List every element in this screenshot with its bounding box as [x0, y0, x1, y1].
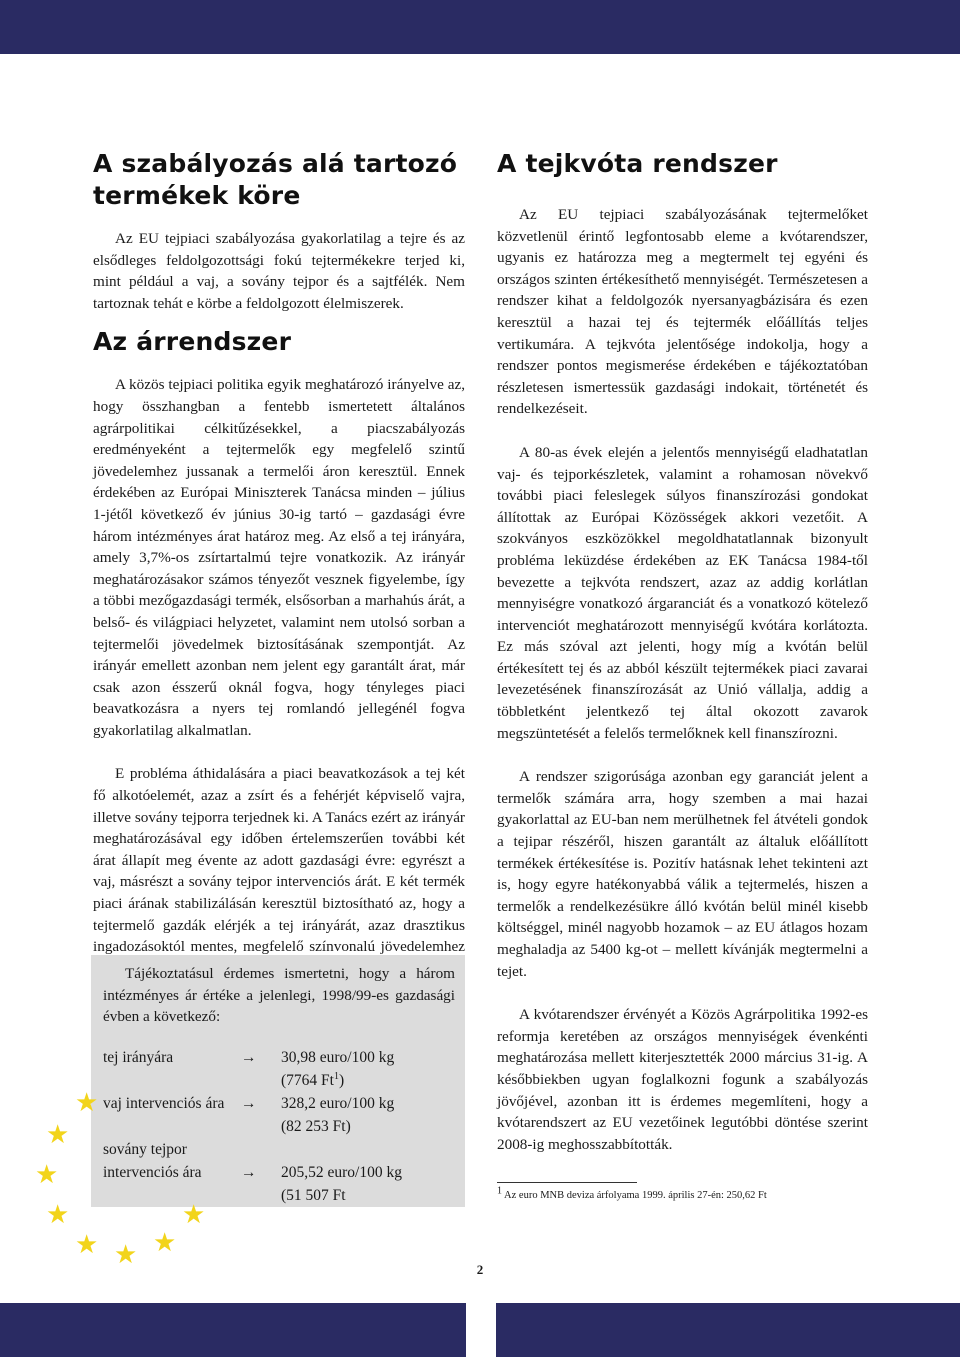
price-value: 30,98 euro/100 kg — [281, 1048, 395, 1066]
arrow-right-icon: → — [241, 1048, 257, 1066]
quota-paragraph-3: A rendszer szigorúsága azonban egy garanciát jelent a termelők számára arra, hogy szemben a mai hazai gyakorlattal az EU-ban nem merülhetnek fel átvételi gondok a tejipar részéről, hiszen garantált az általuk előállított termékek értékesítése is. Pozitív hatásnak lehet tekinteni azt is, hogy egyre hatékonyabbá válik a tejtermelés, hiszen a termelők a rendelkezésükre álló kvótán belül minél kisebb költséggel, minél nagyobb hozamok – az EU átlagos hozam meghaladja az 5400 kg-ot – mellett kívánják megtermelni a tejet. — [497, 768, 868, 980]
bottom-band-gap — [466, 1303, 496, 1357]
footnote — [497, 1185, 868, 1203]
price-label: sovány tejpor — [103, 1140, 187, 1158]
price-label-cont: intervenciós ára — [103, 1163, 202, 1181]
star-icon: ★ — [46, 1200, 70, 1230]
price-label: vaj intervenciós ára — [103, 1094, 225, 1112]
price-huf-butter: (82 253 Ft) — [281, 1117, 351, 1135]
arrow-right-icon: → — [241, 1163, 257, 1181]
star-icon: ★ — [114, 1240, 138, 1270]
page-number: 2 — [476, 1262, 484, 1277]
price-huf-milk: (7764 Ft$^1$) — [281, 1070, 345, 1089]
section-title-products: A szabályozás alá tartozó termékek köre — [93, 149, 458, 210]
products-paragraph: Az EU tejpiaci szabályozása gyakorlatilag a tejre és az elsődleges feldolgozottsági fokú tejtermékekre terjed ki, mint például a vaj, a sovány tejpor és a sajtfélék. Nem tartoznak tehát e körbe a feldolgozott élelmiszerek. — [93, 230, 465, 312]
star-icon: ★ — [182, 1200, 206, 1230]
footnote-mark: 1 — [497, 1185, 502, 1197]
quota-paragraph-1: Az EU tejpiaci szabályozásának tejtermelőket közvetlenül érintő legfontosabb eleme a kvótarendszer, ugyanis ez határozza meg a megtermelt tej egyéni és országos szinten értékesíthető mennyiségét. Természetesen a rendszer kihat a feldolgozók nyersanyagbázisára és ezen keresztül a hazai tej és tejtermék előállítás teljes vertikumára. A tejkvóta jelentősége indokolja, hogy a rendszer pontos megismerése érdekében e tájékoztatóban részletesen ismertessük gazdasági indokait, történetét és rendelkezéseit. — [497, 206, 868, 418]
price-huf-powder: (51 507 Ft — [281, 1186, 346, 1204]
pricing-paragraph-1: A közös tejpiaci politika egyik meghatározó irányelve az, hogy összhangban a fentebb ismertetett általános agrárpolitikai célkitűzésekkel, a piacszabályozás eredményeként a tejtermelők egy megfelelő szintű jövedelemhez jussanak a termelői áron keresztül. Ennek érdekében az Európai Miniszterek Tanácsa minden – július 1-jétől következő év június 30-ig tartó – gazdasági évre három intézményes árat határoz meg. Az első a tej irányára, amely 3,7%-os zsírtartalmú tejre vonatkozik. Az irányár meghatározásakor számos tényezőt vesznek figyelembe, így a többi mezőgazdasági termék, elsősorban a marhahús árát, a belső- és világpiaci helyzetet, valamint nem utolsó sorban a tejtermelői jövedelmek biztosításának szempontját. Az irányár emellett azonban nem jelent egy garantált árat, már csak azon ésszerű oknál fogva, hogy tényleges piaci beavatkozásra a nyers tej romlandó jellegénél fogva gyakorlatilag alkalmatlan. — [93, 376, 465, 739]
pricing-paragraph-2: E probléma áthidalására a piaci beavatkozások a tej két fő alkotóelemét, azaz a zsírt és a fehérjét képviselő vajra, illetve sovány tejporra terjednek ki. A Tanács ezért az irányár meghatározásával egy időben értelemszerűen további két árat állapít meg évente az adott gazdasági évre: egyrészt a vaj, másrészt a sovány tejpor intervenciós árát. E két termék piaci árának stabilizálásán keresztül biztosítható az, hogy a tejtermelő gazdák elérjék a tej irányárát, azaz drasztikus ingadozásoktól mentes, megfelelő színvonalú jövedelemhez — [93, 765, 465, 956]
price-info-intro: Tájékoztatásul érdemes ismertetni, hogy a három intézményes ár értéke a jelenlegi, 1998/99-es gazdasági évben a következő: — [103, 965, 455, 1026]
footnote-divider — [497, 1182, 637, 1183]
quota-paragraph-2: A 80-as évek elején a jelentős mennyiségű eladhatatlan vaj- és tejporkészletek, valamint a rohamosan növekvő további piaci feleslegek súlyos finanszírozási gondokat állítottak az Európai Közösségek akkori vezetőit. A szokványos eszközökkel megoldhatatlannak bizonyult probléma leküzdése érdekében az EK Tanácsa 1984-től bevezette a tejkvóta rendszert, azaz az addig korlátlan mennyiségre vonatkozó árgaranciát és a vonatkozó kötelező intervenciót meghatározott mennyiségű kvótára korlátozta. Ez más szóval azt jelenti, hogy míg a kvótán belül értékesített tej és az abból készült tejtermékek piaci zavarai levezetésének finanszírozását az Unió vállalja, addig a többletként jelentkező tej által okozott zavarok megszüntetését a felelős termelőknek kell finanszírozni. — [497, 443, 868, 742]
top-color-band — [0, 0, 960, 54]
right-column — [497, 148, 868, 1155]
section-title-quota: A tejkvóta rendszer — [497, 149, 778, 178]
price-label: tej irányára — [103, 1048, 174, 1066]
star-icon: ★ — [75, 1088, 99, 1118]
star-icon: ★ — [153, 1228, 177, 1258]
quota-paragraph-4: A kvótarendszer érvényét a Közös Agrárpolitika 1992-es reformja keretében az országos mennyiségek évenkénti meghatározása mellett kiterjesztették 2000 március 31-ig. A későbbiekben ugyan foglalkozni fogunk a szabályozás jövőjével, azonban itt is érdemes megemlíteni, hogy a kvótarendszert az EU vezetőinek legutóbbi döntése szerint 2008-ig meghosszabbították. — [497, 1006, 868, 1153]
eu-stars-decoration — [30, 1080, 220, 1280]
left-column — [93, 148, 465, 979]
star-icon: ★ — [75, 1230, 99, 1260]
arrow-right-icon: → — [241, 1094, 257, 1112]
footnote-text: Az euro MNB deviza árfolyama 1999. április 27-én: 250,62 Ft — [504, 1190, 767, 1201]
star-icon: ★ — [35, 1160, 59, 1190]
star-icon: ★ — [46, 1120, 70, 1150]
price-value: 328,2 euro/100 kg — [281, 1094, 395, 1112]
section-title-pricing: Az árrendszer — [93, 327, 292, 357]
footnote-ref: 1 — [333, 1070, 339, 1082]
price-value: 205,52 euro/100 kg — [281, 1163, 402, 1181]
price-row-milk — [103, 1046, 455, 1069]
